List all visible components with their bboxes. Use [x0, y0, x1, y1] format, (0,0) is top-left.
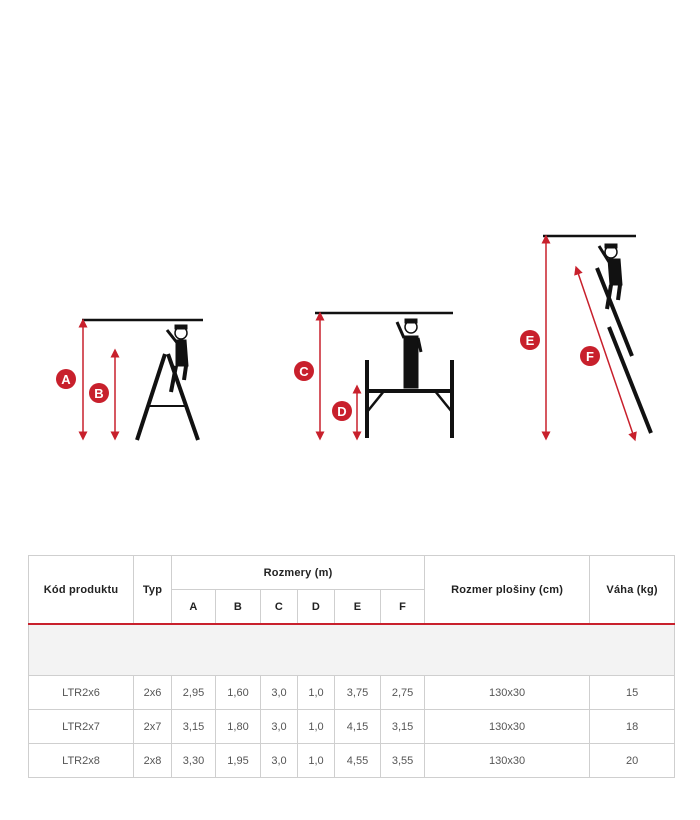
cell-f: 3,55: [381, 744, 425, 778]
badge-f-label: F: [586, 349, 594, 364]
cell-platform: 130x30: [425, 676, 590, 710]
cell-code: LTR2x8: [29, 744, 134, 778]
header-dim-f: F: [381, 590, 425, 625]
extension-ladder-figure-icon: [543, 236, 651, 437]
cell-weight: 18: [590, 710, 675, 744]
badge-a-label: A: [61, 372, 71, 387]
badge-e-label: E: [525, 333, 535, 348]
cell-c: 3,0: [261, 710, 298, 744]
cell-e: 4,55: [335, 744, 381, 778]
product-spec-table: [28, 555, 675, 778]
cell-d: 1,0: [298, 744, 335, 778]
cell-f: 2,75: [381, 676, 425, 710]
cell-d: 1,0: [298, 676, 335, 710]
header-product-code: Kód produktu: [29, 556, 134, 625]
table-spacer-row: [29, 624, 675, 676]
cell-a: 2,95: [172, 676, 216, 710]
cell-code: LTR2x6: [29, 676, 134, 710]
cell-e: 4,15: [335, 710, 381, 744]
stepladder-figure-icon: [82, 320, 203, 440]
cell-weight: 15: [590, 676, 675, 710]
cell-a: 3,15: [172, 710, 216, 744]
cell-d: 1,0: [298, 710, 335, 744]
header-dim-e: E: [335, 590, 381, 625]
cell-code: LTR2x7: [29, 710, 134, 744]
cell-b: 1,60: [216, 676, 261, 710]
header-type: Typ: [134, 556, 172, 625]
cell-c: 3,0: [261, 676, 298, 710]
header-dim-c: C: [261, 590, 298, 625]
badge-d: [332, 401, 352, 421]
cell-type: 2x8: [134, 744, 172, 778]
cell-weight: 20: [590, 744, 675, 778]
cell-c: 3,0: [261, 744, 298, 778]
header-weight: Váha (kg): [590, 556, 675, 625]
header-platform-size: Rozmer plošiny (cm): [425, 556, 590, 625]
header-dim-a: A: [172, 590, 216, 625]
table-row: [29, 676, 675, 710]
badge-c: [294, 361, 314, 381]
scaffold-figure-icon: [315, 313, 454, 438]
badge-c-label: C: [299, 364, 309, 379]
badge-b: [89, 383, 109, 403]
cell-a: 3,30: [172, 744, 216, 778]
cell-type: 2x7: [134, 710, 172, 744]
table-row: [29, 744, 675, 778]
cell-e: 3,75: [335, 676, 381, 710]
badge-f: [580, 346, 600, 366]
table-row: [29, 710, 675, 744]
badge-e: [520, 330, 540, 350]
cell-b: 1,95: [216, 744, 261, 778]
cell-platform: 130x30: [425, 744, 590, 778]
cell-platform: 130x30: [425, 710, 590, 744]
cell-b: 1,80: [216, 710, 261, 744]
badge-b-label: B: [94, 386, 104, 401]
badge-a: [56, 369, 76, 389]
cell-type: 2x6: [134, 676, 172, 710]
header-dimensions: Rozmery (m): [172, 556, 425, 590]
header-dim-d: D: [298, 590, 335, 625]
badge-d-label: D: [337, 404, 347, 419]
header-dim-b: B: [216, 590, 261, 625]
cell-f: 3,15: [381, 710, 425, 744]
